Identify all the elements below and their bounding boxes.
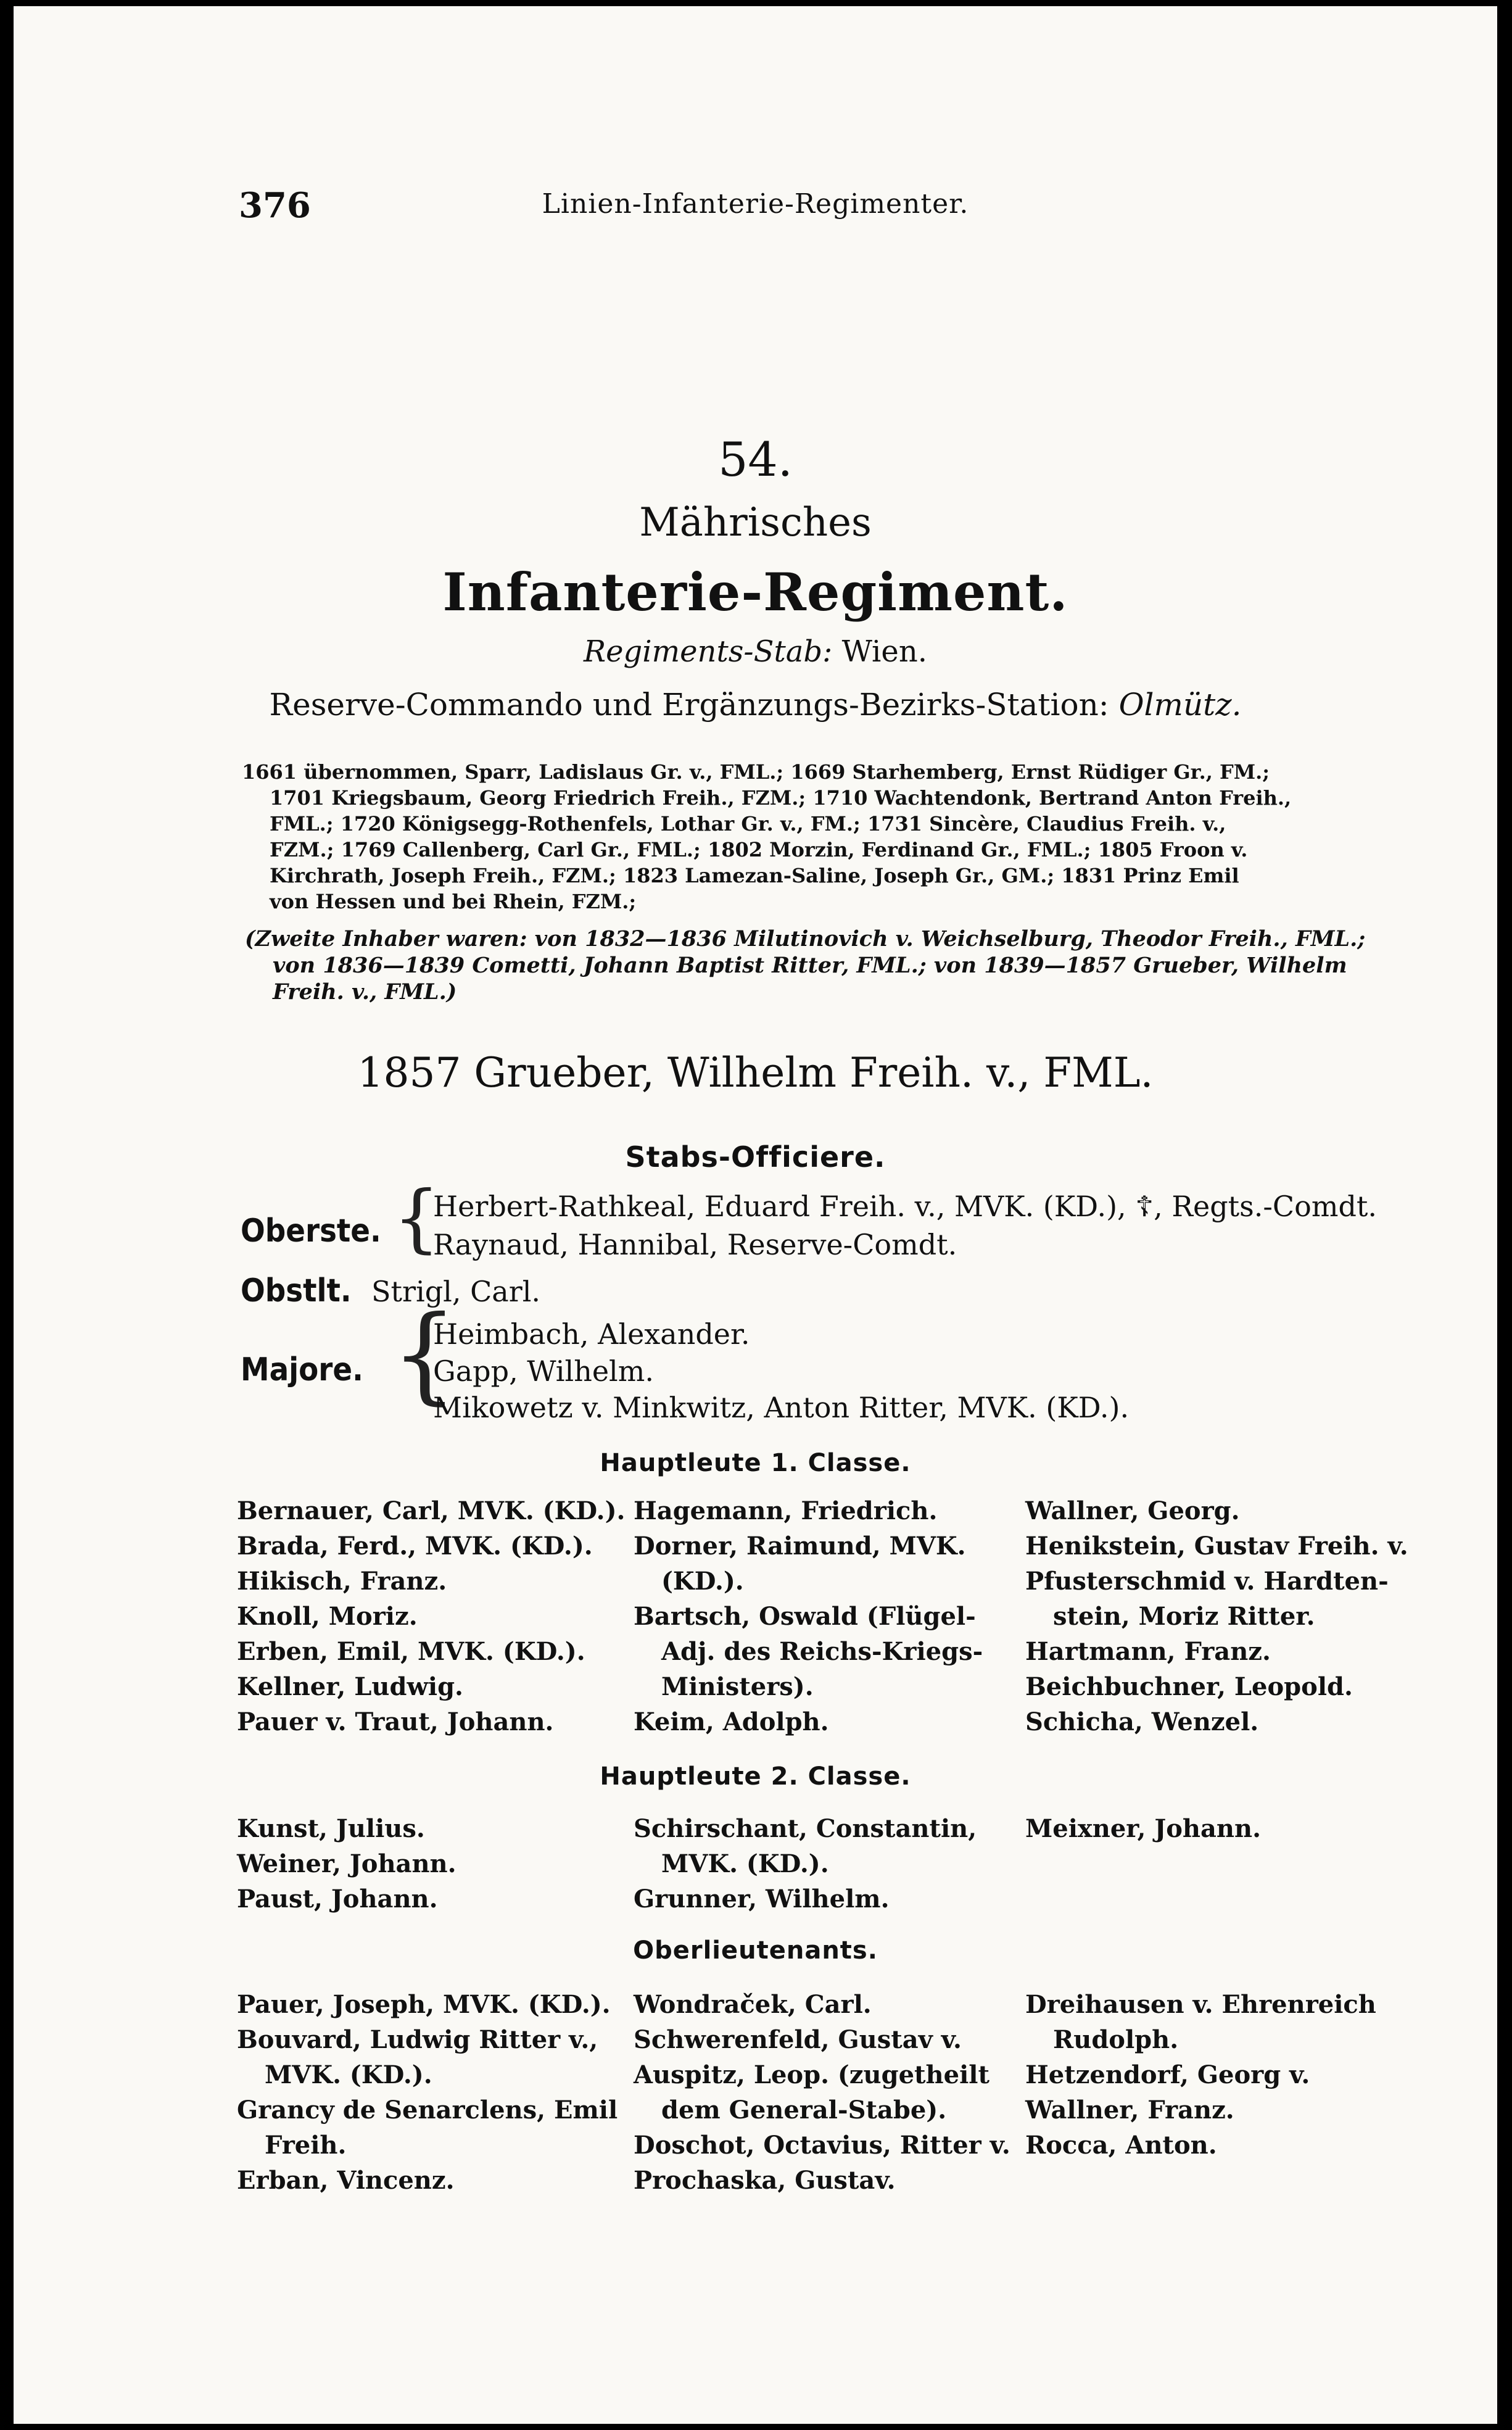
list-item: Doschot, Octavius, Ritter v. <box>634 2131 1010 2160</box>
section-heading-hauptleute-1: Hauptleute 1. Classe. <box>600 1449 911 1477</box>
list-item: Wallner, Franz. <box>1025 2096 1234 2125</box>
list-item: Schirschant, Constantin, <box>634 1814 977 1843</box>
history-line: FZM.; 1769 Callenberg, Carl Gr., FML.; 1802 Morzin, Ferdinand Gr., FML.; 1805 Froon v. <box>270 838 1248 861</box>
list-item: (KD.). <box>661 1567 744 1596</box>
list-item: Grancy de Senarclens, Emil <box>237 2096 618 2125</box>
list-item: stein, Moriz Ritter. <box>1053 1602 1315 1631</box>
reserve-station <box>14 687 1497 723</box>
list-item: MVK. (KD.). <box>661 1849 829 1878</box>
rank-label-majore: Majore. <box>241 1351 363 1388</box>
list-item: Knoll, Moriz. <box>237 1602 418 1631</box>
list-item: Wallner, Georg. <box>1025 1496 1240 1525</box>
list-item: Erben, Emil, MVK. (KD.). <box>237 1637 585 1666</box>
list-item: Freih. <box>265 2131 347 2160</box>
list-item: Bouvard, Ludwig Ritter v., <box>237 2025 598 2054</box>
hauptleute-2-column-1 <box>237 1811 456 1917</box>
stab-label: Regiments-Stab: <box>584 634 833 669</box>
section-heading-stabs-officiere: Stabs-Officiere. <box>625 1140 886 1174</box>
list-item: Hikisch, Franz. <box>237 1567 447 1596</box>
running-title: Linien-Infanterie-Regimenter. <box>542 188 969 220</box>
history-line: von Hessen und bei Rhein, FZM.; <box>270 890 637 913</box>
reserve-location: Olmütz. <box>1118 687 1242 723</box>
oberlieutenants-column-1 <box>237 1987 618 2198</box>
list-item: Dorner, Raimund, MVK. <box>634 1532 966 1561</box>
hauptleute-1-column-3 <box>1025 1493 1408 1740</box>
regiment-stab <box>14 634 1497 669</box>
officer-entry: Strigl, Carl. <box>371 1275 541 1308</box>
oberlieutenants-column-2 <box>634 1987 1010 2198</box>
section-heading-oberlieutenants: Oberlieutenants. <box>633 1936 878 1965</box>
list-item: Pauer v. Traut, Johann. <box>237 1707 554 1736</box>
stab-location: Wien. <box>841 634 927 669</box>
list-item: Schicha, Wenzel. <box>1025 1707 1259 1736</box>
list-item: Rudolph. <box>1053 2025 1179 2054</box>
officer-entry: Heimbach, Alexander. <box>433 1317 750 1351</box>
list-item: Auspitz, Leop. (zugetheilt <box>634 2060 989 2089</box>
history-line: 1701 Kriegsbaum, Georg Friedrich Freih., FZM.; 1710 Wachtendonk, Bertrand Anton Freih., <box>270 786 1292 810</box>
brace-icon: { <box>391 1293 458 1416</box>
list-item: Meixner, Johann. <box>1025 1814 1262 1843</box>
list-item: Kunst, Julius. <box>237 1814 425 1843</box>
list-item: Adj. des Reichs-Kriegs- <box>661 1637 983 1666</box>
list-item: Brada, Ferd., MVK. (KD.). <box>237 1532 593 1561</box>
history-line: FML.; 1720 Königsegg-Rothenfels, Lothar Gr. v., FM.; 1731 Sincère, Claudius Freih. v., <box>270 812 1226 836</box>
list-item: Hetzendorf, Georg v. <box>1025 2060 1310 2089</box>
regiment-history <box>242 759 1402 914</box>
list-item: Beichbuchner, Leopold. <box>1025 1672 1353 1701</box>
list-item: Erban, Vincenz. <box>237 2166 455 2195</box>
section-heading-hauptleute-2: Hauptleute 2. Classe. <box>600 1762 911 1791</box>
list-item: Prochaska, Gustav. <box>634 2166 896 2195</box>
second-owners-line: von 1836—1839 Cometti, Johann Baptist Ritter, FML.; von 1839—1857 Grueber, Wilhelm <box>273 953 1347 978</box>
hauptleute-2-column-2 <box>634 1811 977 1917</box>
rank-label-obstlt: Obstlt. <box>241 1272 352 1309</box>
list-item: Pauer, Joseph, MVK. (KD.). <box>237 1990 611 2019</box>
list-item: Rocca, Anton. <box>1025 2131 1217 2160</box>
list-item: Paust, Johann. <box>237 1885 438 1914</box>
oberlieutenants-column-3 <box>1025 1987 1376 2163</box>
list-item: Weiner, Johann. <box>237 1849 456 1878</box>
list-item: Bernauer, Carl, MVK. (KD.). <box>237 1496 626 1525</box>
officer-entry: Herbert-Rathkeal, Eduard Freih. v., MVK. (KD.), ☦, Regts.-Comdt. <box>433 1190 1377 1223</box>
list-item: Bartsch, Oswald (Flügel- <box>634 1602 976 1631</box>
list-item: Ministers). <box>661 1672 814 1701</box>
regiment-type: Infanterie-Regiment. <box>442 562 1068 623</box>
reserve-label: Reserve-Commando und Ergänzungs-Bezirks-Station: <box>269 687 1109 723</box>
current-inhaber: 1857 Grueber, Wilhelm Freih. v., FML. <box>357 1049 1154 1097</box>
hauptleute-2-column-3 <box>1025 1811 1261 1846</box>
list-item: MVK. (KD.). <box>265 2060 432 2089</box>
hauptleute-1-column-2 <box>634 1493 983 1740</box>
document-page <box>14 6 1497 2424</box>
list-item: Hagemann, Friedrich. <box>634 1496 938 1525</box>
second-owners <box>245 926 1405 1005</box>
hauptleute-1-column-1 <box>237 1493 625 1740</box>
list-item: Keim, Adolph. <box>634 1707 829 1736</box>
list-item: Kellner, Ludwig. <box>237 1672 463 1701</box>
officer-entry: Gapp, Wilhelm. <box>433 1354 655 1388</box>
second-owners-line: Freih. v., FML.) <box>273 979 457 1005</box>
officer-entry: Raynaud, Hannibal, Reserve-Comdt. <box>433 1228 957 1261</box>
list-item: Dreihausen v. Ehrenreich <box>1025 1990 1376 2019</box>
brace-icon: { <box>393 1176 440 1261</box>
list-item: dem General-Stabe). <box>661 2096 947 2125</box>
list-item: Hartmann, Franz. <box>1025 1637 1271 1666</box>
list-item: Henikstein, Gustav Freih. v. <box>1025 1532 1408 1561</box>
rank-label-oberste: Oberste. <box>241 1213 381 1250</box>
history-line: 1661 übernommen, Sparr, Ladislaus Gr. v., FML.; 1669 Starhemberg, Ernst Rüdiger Gr., FM.; <box>242 760 1270 784</box>
list-item: Grunner, Wilhelm. <box>634 1885 890 1914</box>
second-owners-line: (Zweite Inhaber waren: von 1832—1836 Milutinovich v. Weichselburg, Theodor Freih., FML.; <box>245 926 1366 952</box>
officer-entry: Mikowetz v. Minkwitz, Anton Ritter, MVK. (KD.). <box>433 1391 1130 1424</box>
list-item: Pfusterschmid v. Hardten- <box>1025 1567 1389 1596</box>
list-item: Schwerenfeld, Gustav v. <box>634 2025 962 2054</box>
history-line: Kirchrath, Joseph Freih., FZM.; 1823 Lamezan-Saline, Joseph Gr., GM.; 1831 Prinz Emil <box>270 864 1239 887</box>
regiment-number: 54. <box>718 432 793 487</box>
list-item: Wondraček, Carl. <box>634 1990 872 2019</box>
regiment-name: Mährisches <box>639 500 872 545</box>
page-number: 376 <box>239 185 311 226</box>
